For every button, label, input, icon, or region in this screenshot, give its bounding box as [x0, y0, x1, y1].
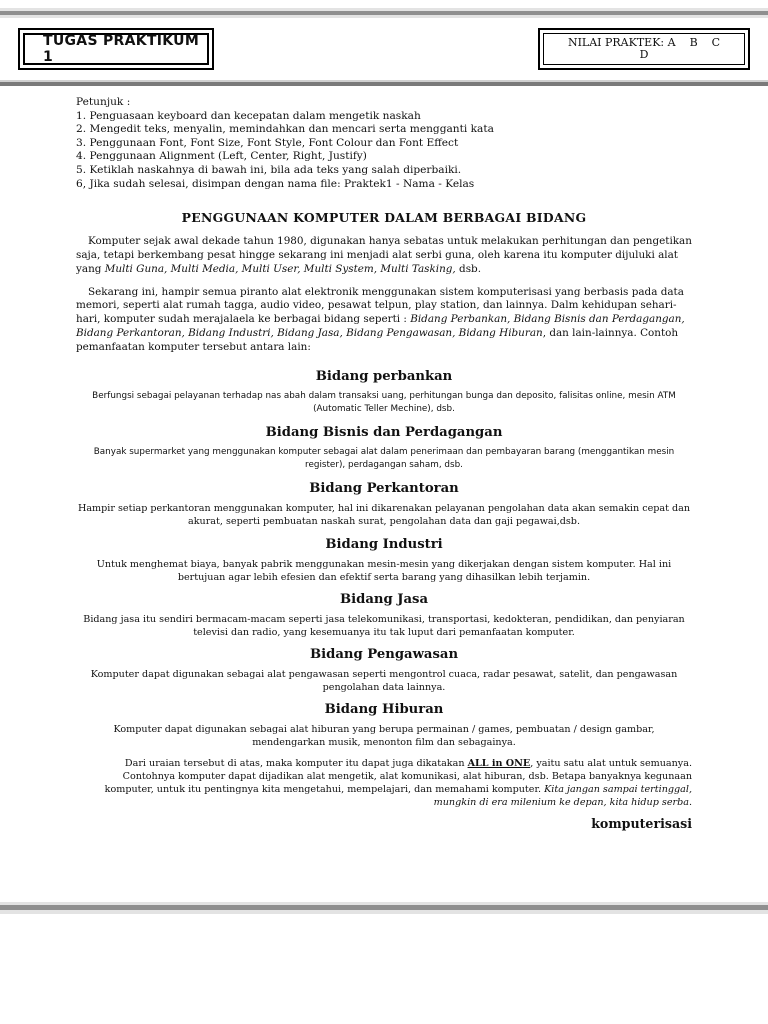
document-title: TUGAS PRAKTIKUM 1: [23, 33, 209, 65]
section-text-perkantoran: Hampir setiap perkantoran menggunakan komputer, hal ini dikarenakan pelayanan pengolahan data akan semakin cepat dan akurat, seperti pembuatan naskah surat, pengolahan data dan gaji pegawai,dsb.: [77, 502, 691, 527]
instruction-item: 4. Penggunaan Alignment (Left, Center, Right, Justify): [76, 150, 367, 163]
instruction-item: 6, Jika sudah selesai, disimpan dengan nama file: Praktek1 - Nama - Kelas: [76, 177, 475, 190]
section-text-jasa: Bidang jasa itu sendiri bermacam-macam seperti jasa telekomunikasi, transportasi, kedokteran, pendidikan, dan penyiaran televisi dan radio, yang kesemuanya itu tak luput dari pemanfaatan komputer.: [83, 613, 685, 638]
section-heading-jasa: Bidang Jasa: [339, 591, 429, 607]
closing-paragraph: Dari uraian tersebut di atas, maka komputer itu dapat juga dikatakan ALL in ONE, yaitu satu alat untuk semuanya. Contohnya komputer dapat dijadikan alat mengetik, alat komunikasi, alat hiburan, dsb. Betapa banyaknya kegunaan komputer, untuk itu pentingnya kita mengetahui, mempelajari, dan memahami komputer. Kita jangan sampai tertinggal, mungkin di era milenium ke depan, kita hidup serba.: [104, 757, 692, 808]
intro-paragraph-1: Komputer sejak awal dekade tahun 1980, digunakan hanya sebatas untuk melakukan perhitungan dan pengetikan saja, tetapi berkembang pesat hingge sekarang ini menjadi alat serbi guna, oleh karena itu komputer dijuluki alat yang Multi Guna, Multi Media, Multi User, Multi System, Multi Tasking, dsb.: [76, 235, 692, 275]
grade-label-area: [543, 33, 745, 65]
top-divider: [0, 8, 768, 18]
grade-box: [538, 28, 750, 70]
section-text-perbankan: Berfungsi sebagai pelayanan terhadap nas abah dalam transaksi uang, perhitungan bunga dan deposito, falisitas online, mesin ATM (Automatic Teller Mechine), dsb.: [92, 390, 676, 415]
grade-options: A B C: [667, 36, 721, 49]
section-text-bisnis: Banyak supermarket yang menggunakan komputer sebagai alat dalam penerimaan dan pembayaran barang (menggantikan mesin register), perdagangan saham, dsb.: [93, 446, 675, 471]
section-heading-perbankan: Bidang perbankan: [315, 368, 453, 384]
bottom-divider: [0, 902, 768, 914]
section-text-hiburan: Komputer dapat digunakan sebagai alat hiburan yang berupa permainan / games, pembuatan / design gambar, mendengarkan musik, menonton film dan sebagainya.: [113, 723, 655, 748]
section-heading-pengawasan: Bidang Pengawasan: [309, 646, 459, 662]
title-box: [18, 28, 214, 70]
instruction-item: 1. Penguasaan keyboard dan kecepatan dalam mengetik naskah: [76, 109, 421, 122]
section-heading-hiburan: Bidang Hiburan: [324, 701, 444, 717]
section-heading-industri: Bidang Industri: [325, 536, 443, 552]
section-text-pengawasan: Komputer dapat digunakan sebagai alat pengawasan seperti mengontrol cuaca, radar pesawat, satelit, dan pengawasan pengolahan data lainnya.: [90, 668, 678, 693]
instruction-item: 2. Mengedit teks, menyalin, memindahkan dan mencari serta mengganti kata: [76, 123, 494, 136]
instructions: [76, 96, 692, 191]
grade-label: NILAI PRAKTEK:: [567, 36, 665, 49]
header-divider: [0, 80, 768, 86]
instruction-item: 3. Penggunaan Font, Font Size, Font Style, Font Colour dan Font Effect: [76, 136, 459, 149]
article-title: PENGGUNAAN KOMPUTER DALAM BERBAGAI BIDANG: [181, 210, 587, 226]
section-heading-bisnis: Bidang Bisnis dan Perdagangan: [265, 424, 503, 440]
instructions-heading: Petunjuk :: [76, 96, 131, 108]
intro-paragraph-2: Sekarang ini, hampir semua piranto alat elektronik menggunakan sistem komputerisasi yang berbasis pada data memori, seperti alat rumah tagga, audio video, pesawat telpun, play station, dan lainnya. Dalm kehidupan sehari-hari, komputer sudah merajalaela ke berbagai bidang seperti : Bidang Perbankan, Bidang Bisnis dan Perdagangan, Bidang Perkantoran, Bidang Industri, Bidang Jasa, Bidang Pengawasan, Bidang Hiburan, dan lain-lainnya. Contoh pemanfaatan komputer tersebut antara lain:: [76, 285, 685, 353]
section-text-industri: Untuk menghemat biaya, banyak pabrik menggunakan mesin-mesin yang dikerjakan dengan sistem komputer. Hal ini bertujuan agar lebih efesien dan efektif serta barang yang dihasilkan lebih terjamin.: [96, 558, 672, 583]
instruction-item: 5. Ketiklah naskahnya di bawah ini, bila ada teks yang salah diperbaiki.: [76, 163, 462, 176]
grade-option-d: D: [639, 48, 649, 61]
section-heading-perkantoran: Bidang Perkantoran: [309, 480, 459, 496]
closing-word: komputerisasi: [591, 815, 692, 831]
document-body: [76, 96, 692, 831]
